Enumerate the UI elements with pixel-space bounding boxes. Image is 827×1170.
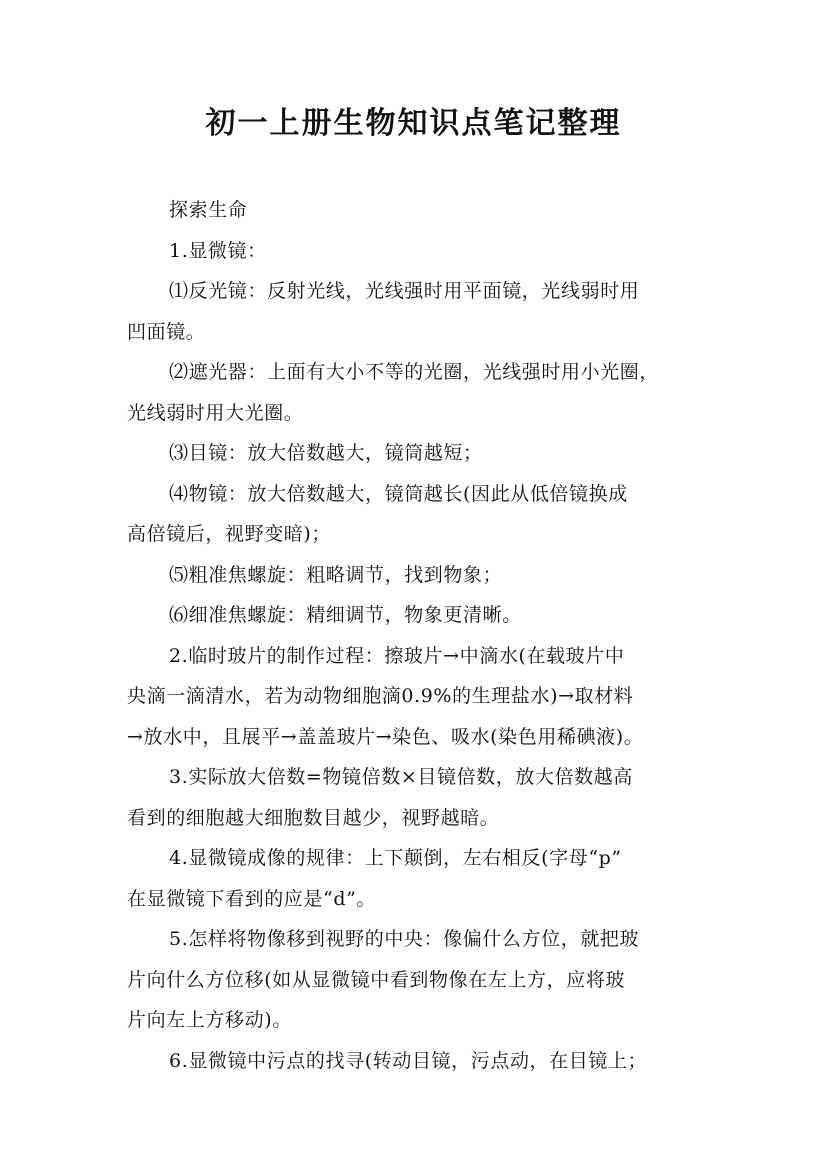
paragraph-line: 4.显微镜成像的规律：上下颠倒，左右相反(字母“p” xyxy=(169,847,622,869)
paragraph-line: 光线弱时用大光圈。 xyxy=(127,401,304,424)
paragraph-line: 央滴一滴清水，若为动物细胞滴0.9%的生理盐水)→取材料 xyxy=(127,685,634,707)
paragraph-line: 6.显微镜中污点的找寻(转动目镜，污点动，在目镜上； xyxy=(169,1049,648,1072)
paragraph-line: ⑵遮光器：上面有大小不等的光圈，光线强时用小光圈， xyxy=(169,361,660,383)
document-body xyxy=(127,190,727,1081)
section-heading: 探索生命 xyxy=(169,199,248,221)
paragraph-line: 片向左上方移动)。 xyxy=(127,1009,292,1031)
paragraph-line: 5.怎样将物像移到视野的中央：像偏什么方位，就把玻 xyxy=(169,928,640,950)
paragraph-line: ⑷物镜：放大倍数越大，镜筒越长(因此从低倍镜换成 xyxy=(169,482,628,505)
paragraph-line: ⑹细准焦螺旋：精细调节，物象更清晰。 xyxy=(169,604,522,626)
paragraph-line: 看到的细胞越大细胞数目越少，视野越暗。 xyxy=(127,806,500,829)
paragraph-line: ⑸粗准焦螺旋：粗略调节，找到物象； xyxy=(169,563,503,586)
paragraph-line: 凹面镜。 xyxy=(127,320,206,343)
paragraph-line: 高倍镜后，视野变暗)； xyxy=(127,523,332,545)
document-title: 初一上册生物知识点笔记整理 xyxy=(205,106,622,141)
paragraph-line: 1.显微镜： xyxy=(169,239,267,262)
paragraph-line: 片向什么方位移(如从显微镜中看到物像在左上方，应将玻 xyxy=(127,968,626,991)
paragraph-line: ⑴反光镜：反射光线，光线强时用平面镜，光线弱时用 xyxy=(169,280,640,302)
paragraph-line: →放水中，且展平→盖盖玻片→染色、吸水(染色用稀碘液)。 xyxy=(127,725,644,748)
paragraph-line: 3.实际放大倍数=物镜倍数×目镜倍数，放大倍数越高 xyxy=(169,766,633,788)
paragraph-line: 在显微镜下看到的应是“d”。 xyxy=(127,887,376,910)
paragraph-line: 2.临时玻片的制作过程：擦玻片→中滴水(在载玻片中 xyxy=(169,644,625,667)
paragraph-line: ⑶目镜：放大倍数越大，镜筒越短； xyxy=(169,442,483,464)
